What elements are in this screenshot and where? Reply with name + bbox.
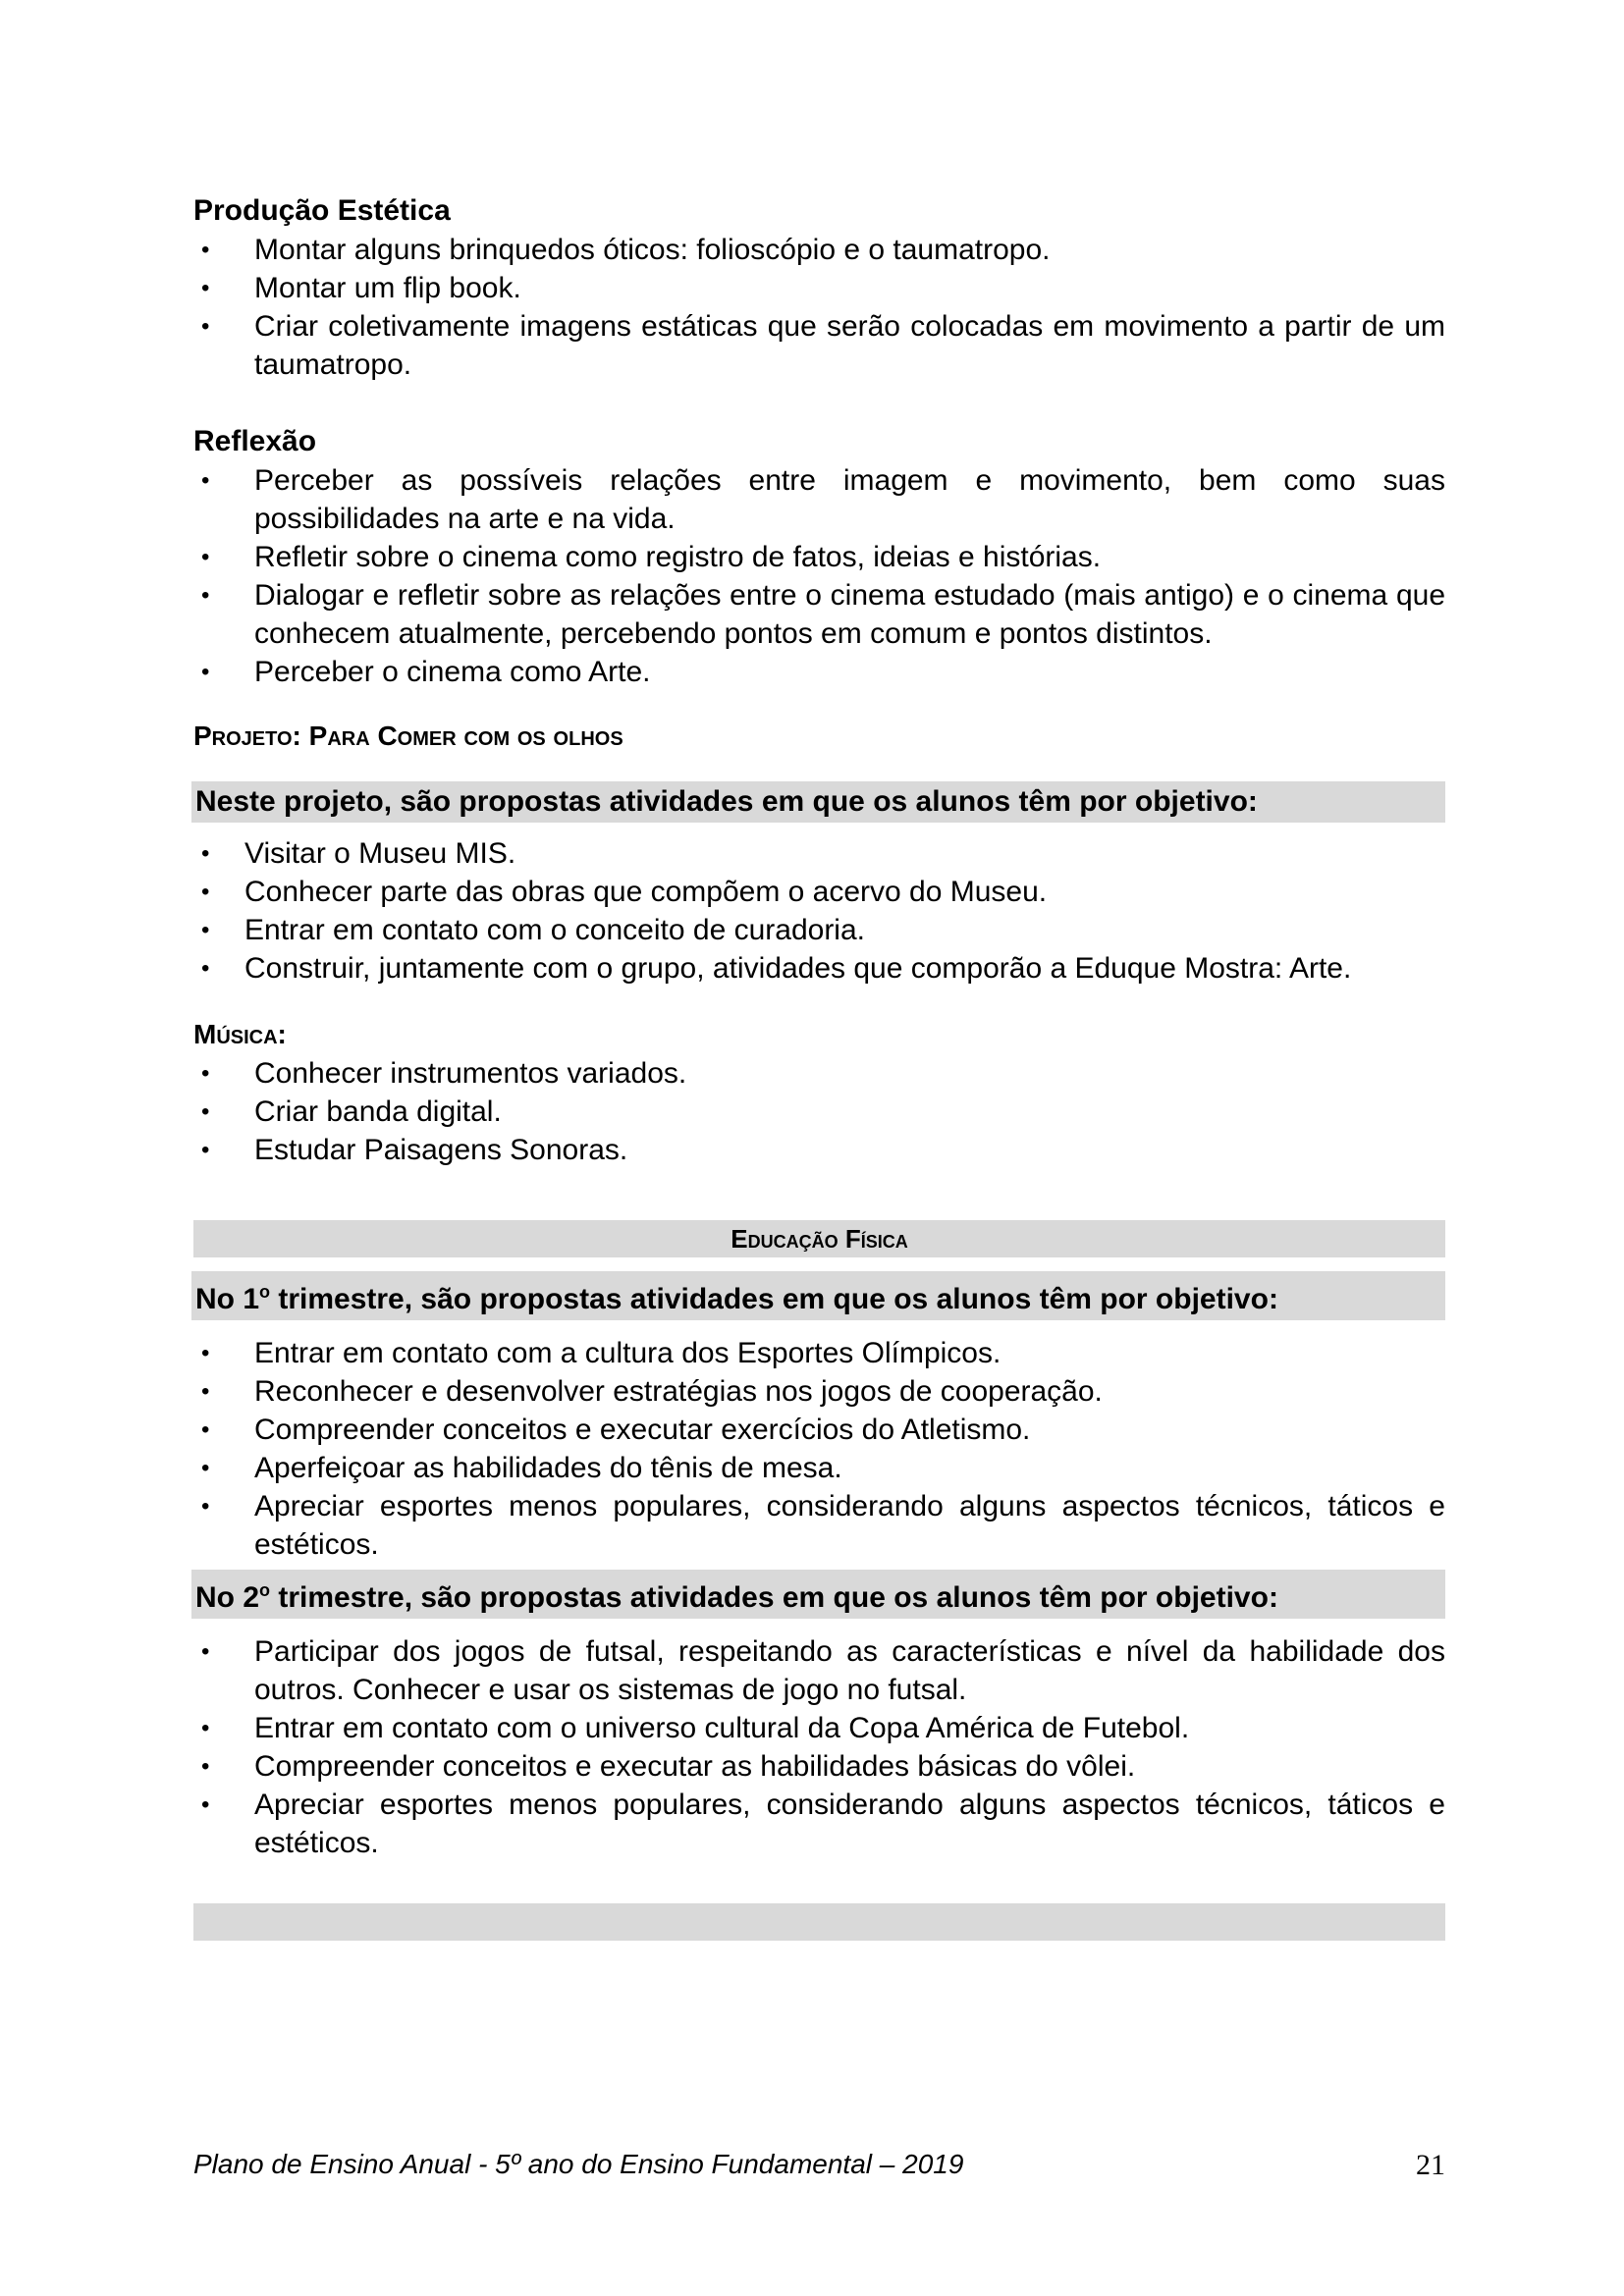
list-item: • Criar banda digital.: [193, 1093, 1445, 1131]
list-item: • Montar um flip book.: [193, 269, 1445, 307]
section-heading-musica: Música:: [193, 1019, 287, 1049]
bullet-icon: •: [201, 1455, 210, 1481]
list-item: • Entrar em contato com a cultura dos Esportes Olímpicos.: [193, 1334, 1445, 1372]
list-item: • Conhecer instrumentos variados.: [193, 1054, 1445, 1093]
list-item: • Apreciar esportes menos populares, considerando alguns aspectos técnicos, táticos e estéticos.: [193, 1786, 1445, 1862]
list-trimestre-1: [193, 1334, 1445, 1564]
list-item: • Montar alguns brinquedos óticos: folioscópio e o taumatropo.: [193, 231, 1445, 269]
list-musica: [193, 1054, 1445, 1169]
list-item: • Construir, juntamente com o grupo, atividades que comporão a Eduque Mostra: Arte.: [193, 949, 1445, 988]
list-item: • Perceber o cinema como Arte.: [193, 653, 1445, 691]
bullet-icon: •: [201, 1416, 210, 1443]
bullet-icon: •: [201, 467, 210, 494]
list-reflexao: [193, 461, 1445, 691]
bullet-icon: •: [201, 1638, 210, 1665]
bullet-icon: •: [201, 1791, 210, 1818]
list-item: • Compreender conceitos e executar exercícios do Atletismo.: [193, 1411, 1445, 1449]
bullet-icon: •: [201, 275, 210, 301]
project-objective-band: Neste projeto, são propostas atividades em que os alunos têm por objetivo:: [191, 781, 1445, 823]
bullet-icon: •: [201, 1378, 210, 1405]
list-item: • Criar coletivamente imagens estáticas que serão colocadas em movimento a partir de um taumatropo.: [193, 307, 1445, 384]
empty-shaded-band: [193, 1903, 1445, 1941]
bullet-icon: •: [201, 1493, 210, 1520]
bullet-icon: •: [201, 840, 210, 867]
list-item: • Dialogar e refletir sobre as relações entre o cinema estudado (mais antigo) e o cinema que conhecem atualmente, percebendo pontos em comum e pontos distintos.: [193, 576, 1445, 653]
page-footer: [193, 2149, 1445, 2180]
educacao-fisica-heading: Educação Física: [193, 1220, 1445, 1257]
list-item: • Estudar Paisagens Sonoras.: [193, 1131, 1445, 1169]
bullet-icon: •: [201, 1340, 210, 1366]
list-item: • Entrar em contato com o conceito de curadoria.: [193, 911, 1445, 949]
list-item: • Compreender conceitos e executar as habilidades básicas do vôlei.: [193, 1747, 1445, 1786]
list-item: • Entrar em contato com o universo cultural da Copa América de Futebol.: [193, 1709, 1445, 1747]
list-item: • Perceber as possíveis relações entre imagem e movimento, bem como suas possibilidades na arte e na vida.: [193, 461, 1445, 538]
trimestre-1-band: No 1$^o$ trimestre, são propostas atividades em que os alunos têm por objetivo:: [191, 1271, 1445, 1320]
bullet-icon: •: [201, 1098, 210, 1125]
section-heading-reflexao: Reflexão: [193, 425, 317, 457]
bullet-icon: •: [201, 313, 210, 340]
project-heading: Projeto: Para Comer com os olhos: [193, 721, 623, 751]
trimestre-2-band: No 2$^o$ trimestre, são propostas atividades em que os alunos têm por objetivo:: [191, 1570, 1445, 1619]
bullet-icon: •: [201, 237, 210, 263]
list-trimestre-2: [193, 1632, 1445, 1862]
bullet-icon: •: [201, 659, 210, 685]
list-projeto: [193, 834, 1445, 988]
footer-title: Plano de Ensino Anual - 5º ano do Ensino Fundamental – 2019: [193, 2149, 964, 2179]
bullet-icon: •: [201, 1753, 210, 1780]
list-producao: [193, 231, 1445, 384]
bullet-icon: •: [201, 1060, 210, 1087]
page-number: 21: [1416, 2149, 1445, 2181]
bullet-icon: •: [201, 955, 210, 982]
list-item: • Conhecer parte das obras que compõem o acervo do Museu.: [193, 873, 1445, 911]
list-item: • Reconhecer e desenvolver estratégias nos jogos de cooperação.: [193, 1372, 1445, 1411]
bullet-icon: •: [201, 1715, 210, 1741]
document-page: [193, 191, 1445, 1941]
bullet-icon: •: [201, 1137, 210, 1163]
list-item: • Apreciar esportes menos populares, considerando alguns aspectos técnicos, táticos e estéticos.: [193, 1487, 1445, 1564]
bullet-icon: •: [201, 582, 210, 609]
list-item: • Visitar o Museu MIS.: [193, 834, 1445, 873]
section-heading-producao: Produção Estética: [193, 194, 451, 227]
list-item: • Aperfeiçoar as habilidades do tênis de mesa.: [193, 1449, 1445, 1487]
bullet-icon: •: [201, 544, 210, 570]
list-item: • Participar dos jogos de futsal, respeitando as características e nível da habilidade dos outros. Conhecer e usar os sistemas de jogo no futsal.: [193, 1632, 1445, 1709]
list-item: • Refletir sobre o cinema como registro de fatos, ideias e histórias.: [193, 538, 1445, 576]
bullet-icon: •: [201, 879, 210, 905]
bullet-icon: •: [201, 917, 210, 943]
